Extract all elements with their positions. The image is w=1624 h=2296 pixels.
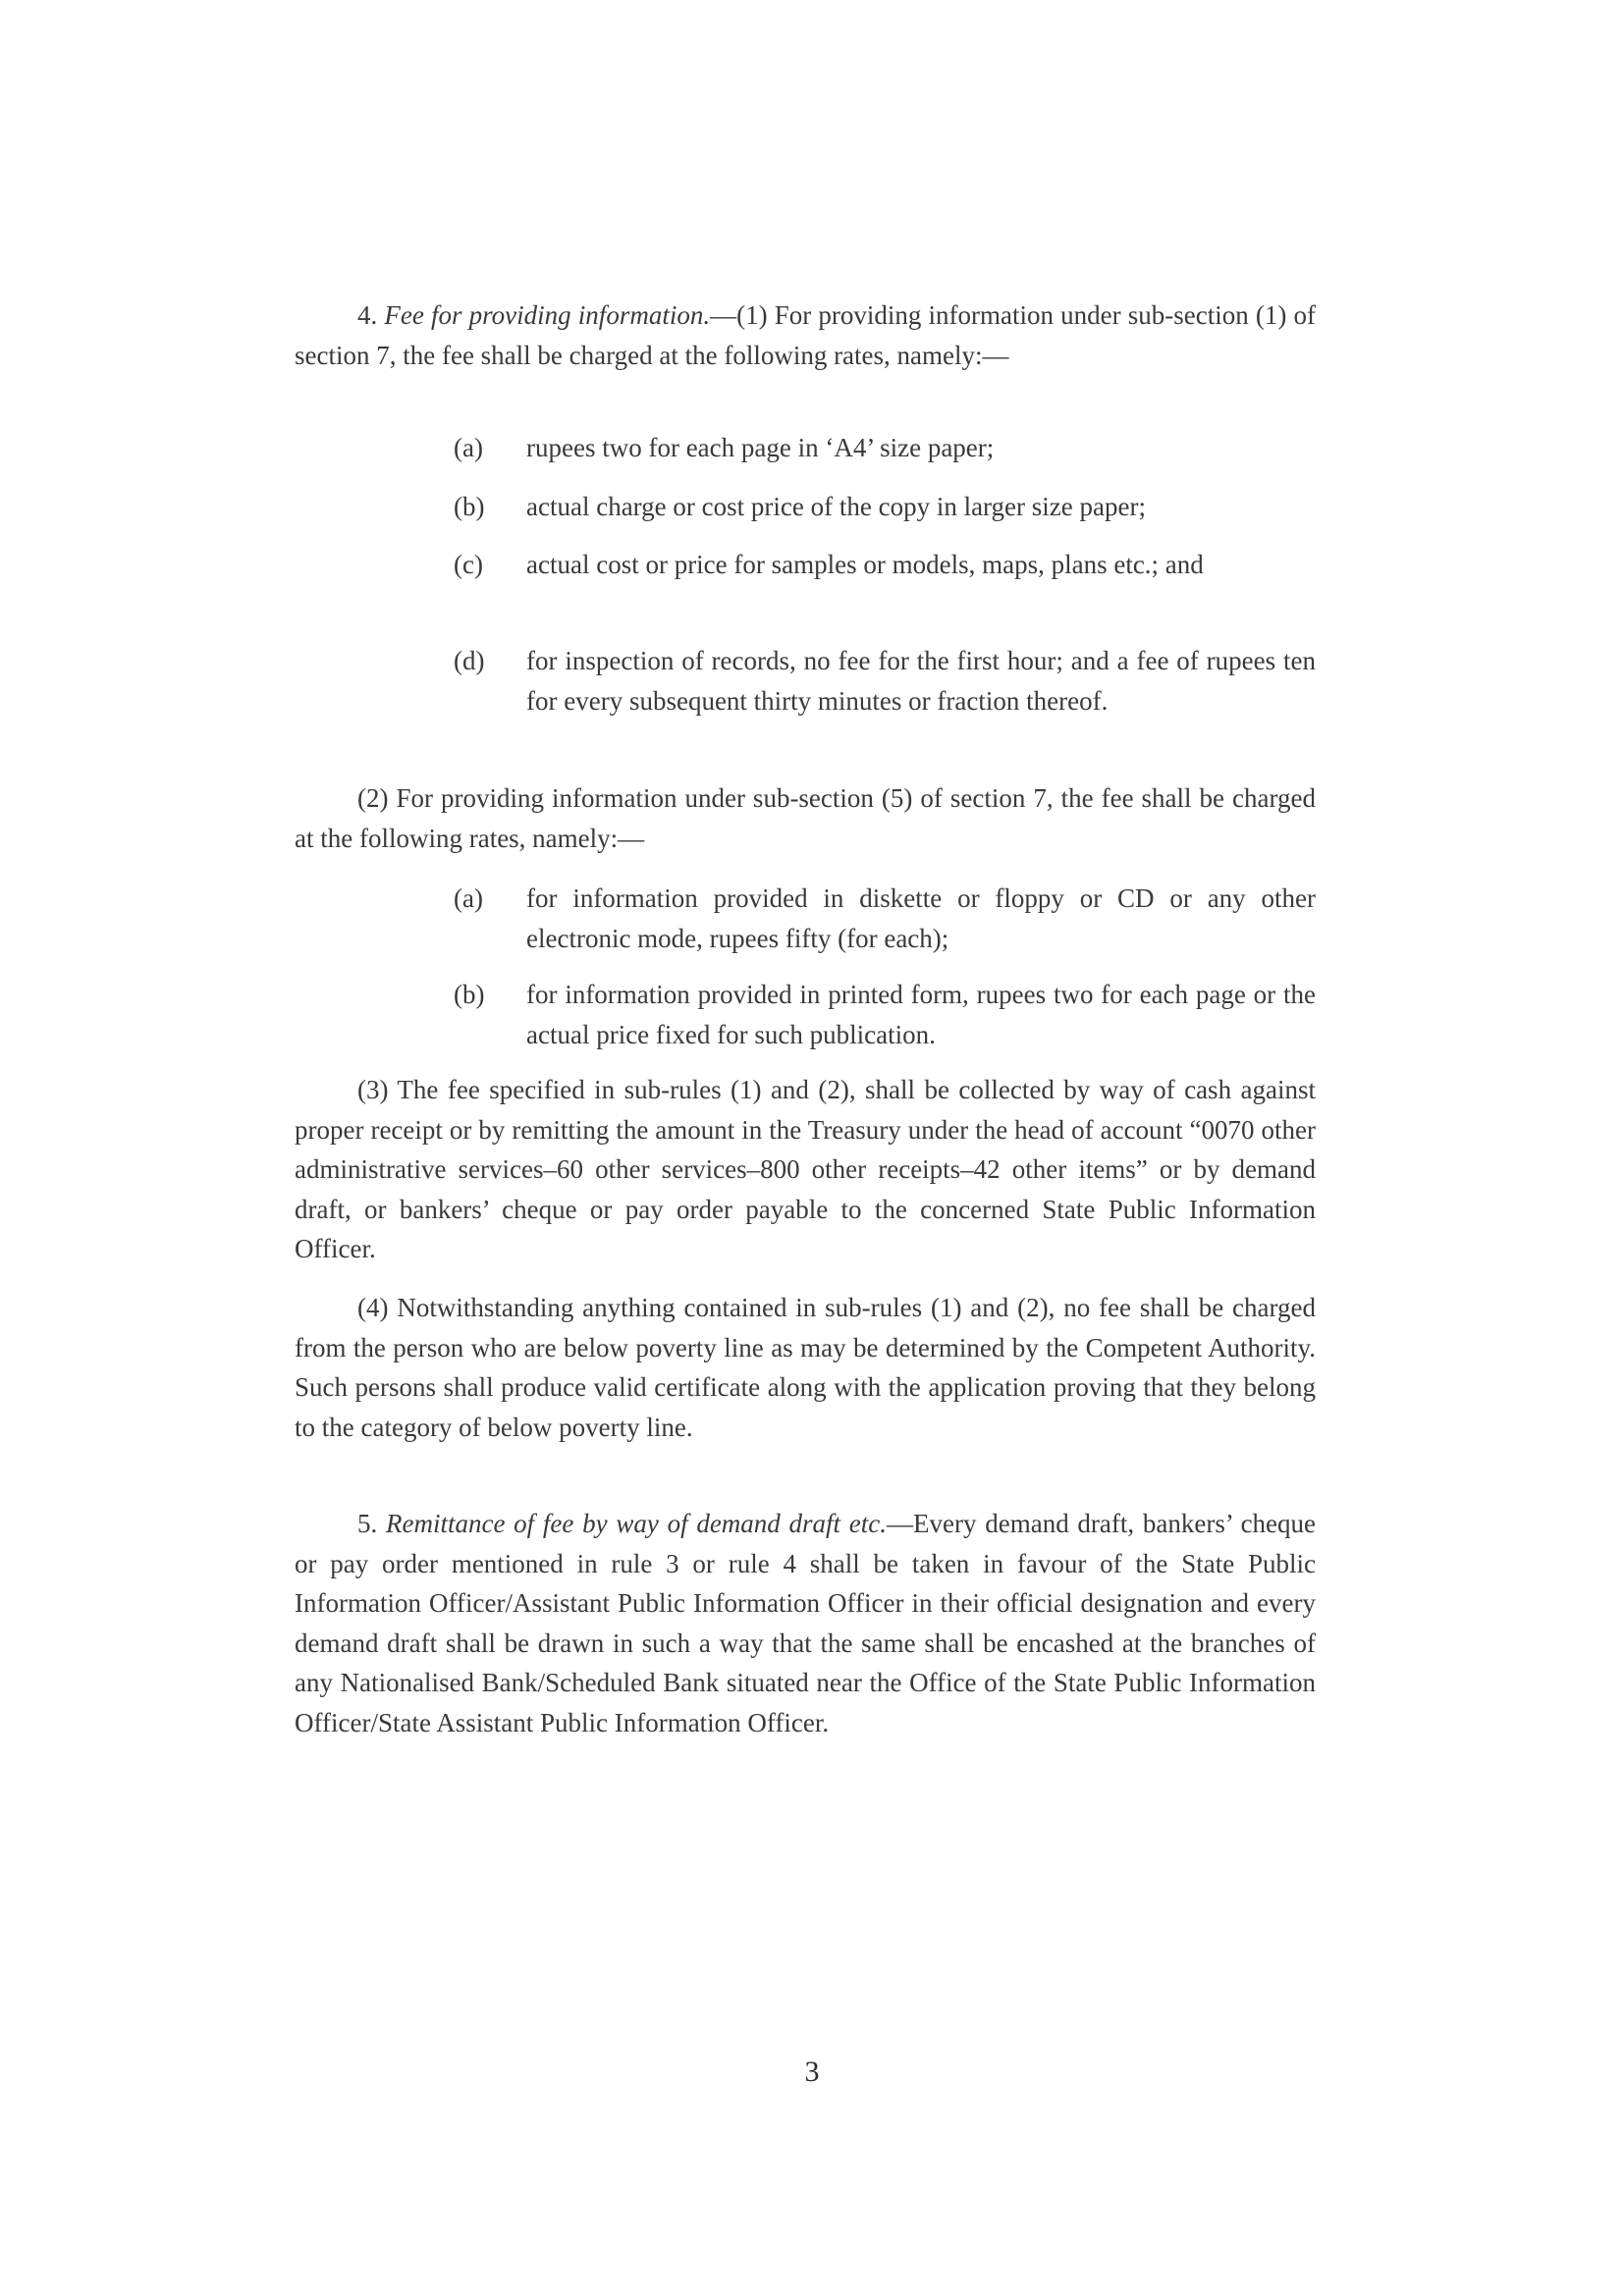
list-item: rupees two for each page in ‘A4’ size paper; (526, 433, 995, 462)
list-item: for information provided in printed form, rupees two for each page or the actual price fixed for such publication. (526, 980, 1316, 1049)
list-item: for inspection of records, no fee for the first hour; and a fee of rupees ten for every subsequent thirty minutes or fraction thereof. (526, 646, 1316, 716)
list-item: for information provided in diskette or floppy or CD or any other electronic mode, rupees fifty (for each); (526, 883, 1316, 953)
rule-4-subrule-1-marker: —(1) (710, 300, 768, 330)
item-label: (d) (454, 646, 485, 675)
item-label: (a) (454, 433, 483, 462)
rule-4-subrule-2-intro: (2) For providing information under sub-section (5) of section 7, the fee shall be charged at the following rates, namely:— (295, 783, 1316, 853)
page-number: 3 (804, 2056, 820, 2088)
item-label: (a) (454, 883, 483, 913)
rule-5-heading: Remittance of fee by way of demand draft etc. (386, 1509, 888, 1538)
rule-4-heading: Fee for providing information. (384, 300, 711, 330)
item-label: (c) (454, 550, 483, 579)
item-label: (b) (454, 980, 485, 1009)
item-label: (b) (454, 492, 485, 521)
list-item: actual cost or price for samples or models, maps, plans etc.; and (526, 550, 1204, 579)
rule-5 (295, 1504, 1316, 1742)
rule-4-subrule-3: (3) The fee specified in sub-rules (1) and (2), shall be collected by way of cash against proper receipt or by remitting the amount in the Treasury under the head of account “0070 other administrative services–60 other services–800 other receipts–42 other items” or by demand draft, or bankers’ cheque or pay order payable to the concerned State Public Information Officer. (295, 1075, 1316, 1263)
rule-4-subrule-4: (4) Notwithstanding anything contained in sub-rules (1) and (2), no fee shall be charged from the person who are below poverty line as may be determined by the Competent Authority. Such persons shall produce valid certificate along with the application proving that they belong to the category of below poverty line. (295, 1293, 1316, 1442)
rule-5-body: —Every demand draft, bankers’ cheque or pay order mentioned in rule 3 or rule 4 shall be taken in favour of the State Public Information Officer/Assistant Public Information Officer in their official designation and every demand draft shall be drawn in such a way that the same shall be encashed at the branches of any Nationalised Bank/Scheduled Bank situated near the Office of the State Public Information Officer/State Assistant Public Information Officer. (295, 1509, 1317, 1737)
list-item: actual charge or cost price of the copy in larger size paper; (526, 492, 1146, 521)
rule-4-intro-text: For providing information under sub-section (1) of section 7, the fee shall be charged at the following rates, namely:— (295, 300, 1316, 370)
rule-4-intro (295, 295, 1316, 375)
rule-4-number: 4. (357, 300, 378, 330)
rule-5-number: 5. (357, 1509, 378, 1538)
